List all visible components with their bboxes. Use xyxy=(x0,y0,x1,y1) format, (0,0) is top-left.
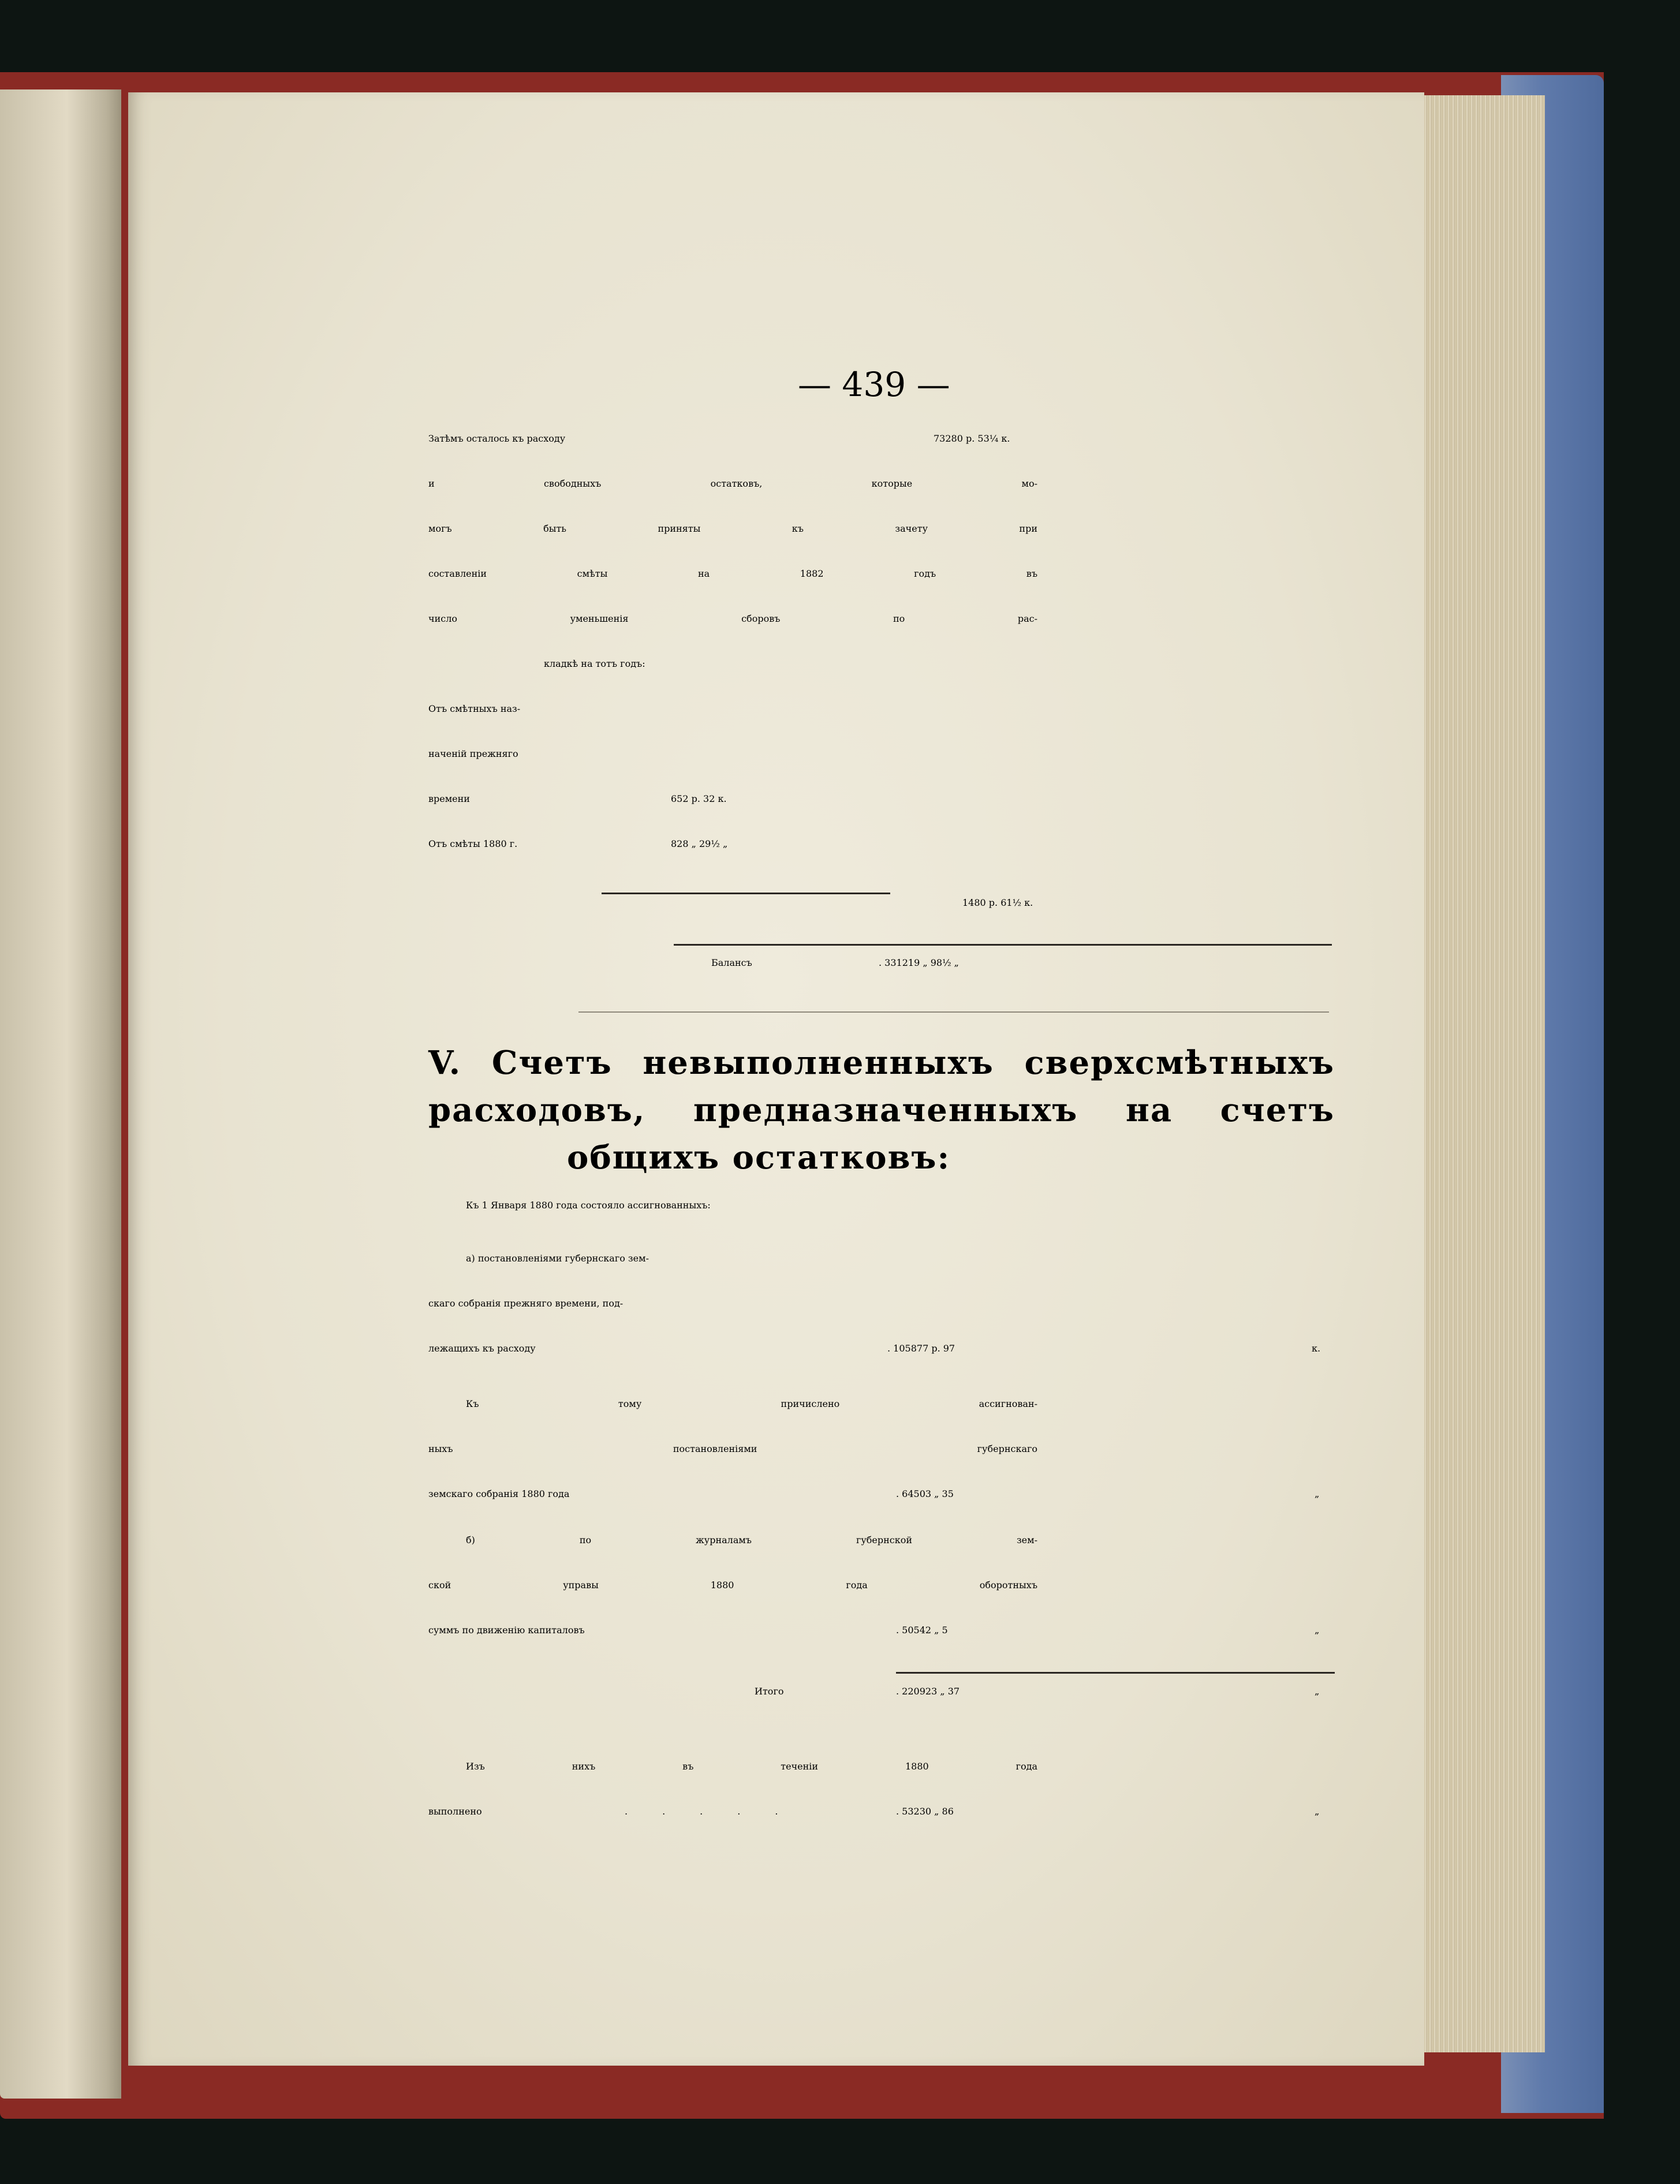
text-line: наченій прежняго xyxy=(428,748,518,759)
divider xyxy=(578,1011,1329,1013)
amount: 828 „ 29½ „ xyxy=(671,838,728,849)
text-line: а) постановленіями губернскаго зем- xyxy=(466,1253,649,1264)
section-heading: расходовъ, предназначенныхъ на счетъ xyxy=(428,1091,1335,1129)
text-line: б) по журналамъ губернской зем- xyxy=(466,1535,1037,1545)
text-line: времени xyxy=(428,793,470,804)
section-heading: общихъ остатковъ: xyxy=(567,1138,951,1177)
amount: 73280 р. 53¼ к. xyxy=(934,433,1010,444)
unit: „ xyxy=(1315,1806,1320,1817)
amount: 652 р. 32 к. xyxy=(671,793,727,804)
text-line: земскаго собранія 1880 года xyxy=(428,1488,570,1499)
unit: „ xyxy=(1315,1488,1320,1499)
total-label: Итого xyxy=(755,1686,784,1697)
text-line: суммъ по движенію капиталовъ xyxy=(428,1625,585,1636)
amount: . 50542 „ 5 xyxy=(896,1625,948,1636)
page-edges xyxy=(1413,95,1545,2052)
amount: . 64503 „ 35 xyxy=(896,1488,954,1499)
text-line: лежащихъ къ расходу xyxy=(428,1343,536,1354)
unit: „ xyxy=(1315,1625,1320,1636)
text-line: кладкѣ на тотъ годъ: xyxy=(544,658,645,669)
text-line: Изъ нихъ въ теченіи 1880 года xyxy=(466,1761,1037,1772)
text-line: ныхъ постановленіями губернскаго xyxy=(428,1443,1037,1454)
balance-label: Балансъ xyxy=(711,957,752,968)
bleed-through-text xyxy=(1312,416,1531,461)
text-line: скаго собранія прежняго времени, под- xyxy=(428,1298,624,1309)
text-line: Затѣмъ осталось къ расходу xyxy=(428,433,566,444)
text-line: Отъ смѣтныхъ наз- xyxy=(428,703,521,714)
book-page xyxy=(128,92,1424,2066)
text-line: и свободныхъ остатковъ, которые мо- xyxy=(428,478,1037,489)
sum-rule xyxy=(674,944,1332,946)
amount: . 53230 „ 86 xyxy=(896,1806,954,1817)
page-number: — 439 — xyxy=(798,365,950,404)
amount: 1480 р. 61½ к. xyxy=(962,897,1033,908)
left-page xyxy=(0,89,121,2099)
section-heading: V. Счетъ невыполненныхъ сверхсмѣтныхъ xyxy=(428,1044,1335,1082)
sum-rule xyxy=(896,1672,1335,1674)
text-line: составленіи смѣты на 1882 годъ въ xyxy=(428,568,1037,579)
amount: . 220923 „ 37 xyxy=(896,1686,960,1697)
text-line: Отъ смѣты 1880 г. xyxy=(428,838,518,849)
amount: . 105877 р. 97 xyxy=(887,1343,955,1354)
text-line: могъ быть приняты къ зачету при xyxy=(428,523,1037,534)
text-line: Къ 1 Января 1880 года состояло ассигнованныхъ: xyxy=(466,1200,711,1211)
leader-dots: ..... xyxy=(625,1806,813,1817)
text-line: число уменьшенія сборовъ по рас- xyxy=(428,613,1037,624)
sum-rule xyxy=(602,893,890,894)
unit: „ xyxy=(1315,1686,1320,1697)
text-line: ской управы 1880 года оборотныхъ xyxy=(428,1580,1037,1591)
unit: к. xyxy=(1312,1343,1321,1354)
balance-amount: . 331219 „ 98½ „ xyxy=(879,957,959,968)
text-line: Къ тому причислено ассигнован- xyxy=(466,1398,1037,1409)
text-line: выполнено xyxy=(428,1806,482,1817)
